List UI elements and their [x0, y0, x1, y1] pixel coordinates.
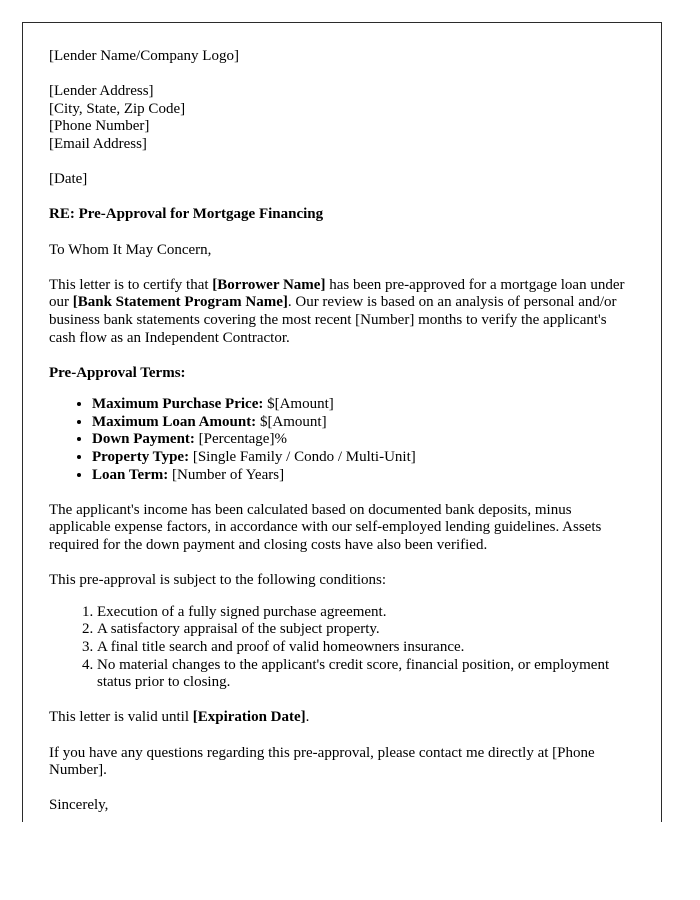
- list-item: 1. Execution of a fully signed purchase agreement.: [97, 604, 635, 622]
- term-value: [Percentage]%: [194, 431, 287, 448]
- spacer: [49, 484, 635, 502]
- spacer: [49, 382, 635, 396]
- contact-paragraph: If you have any questions regarding this pre-approval, please contact me directly at [Phone Number].: [49, 744, 595, 779]
- income-paragraph: The applicant's income has been calculated based on documented bank deposits, minus applicable expense factors, in accordance with our self-employed lending guidelines. Assets required for the down payment and closing costs have also been verified.: [49, 501, 602, 554]
- validity-segment-2: .: [305, 709, 310, 726]
- spacer: [49, 189, 635, 207]
- spacer: [49, 555, 635, 573]
- expiration-date-placeholder: [Expiration Date]: [192, 709, 306, 726]
- spacer: [49, 66, 635, 84]
- spacer: [49, 692, 635, 710]
- term-value: [Single Family / Condo / Multi-Unit]: [189, 449, 416, 466]
- term-label: Property Type:: [92, 449, 190, 466]
- list-item: 4. No material changes to the applicant's credit score, financial position, or employment status prior to closing.: [97, 657, 635, 692]
- lender-address-line: [Lender Address]: [49, 83, 154, 100]
- letter-date: [Date]: [49, 171, 88, 188]
- term-label: Loan Term:: [92, 466, 169, 483]
- borrower-name-placeholder: [Borrower Name]: [212, 276, 326, 293]
- spacer: [49, 727, 635, 745]
- spacer: [49, 154, 635, 172]
- letter-body: [49, 48, 635, 815]
- list-item: 2. A satisfactory appraisal of the subject property.: [97, 621, 635, 639]
- list-item: [92, 467, 635, 485]
- conditions-list: [49, 604, 635, 692]
- lender-address-block: [49, 83, 635, 153]
- intro-segment-2: has been pre-approved for a mortgage loan under our: [49, 276, 625, 311]
- list-item: [92, 449, 635, 467]
- list-item: [92, 431, 635, 449]
- lender-email-line: [Email Address]: [49, 135, 147, 152]
- document-page: [22, 22, 662, 822]
- term-label: Down Payment:: [92, 431, 195, 448]
- salutation: To Whom It May Concern,: [49, 241, 212, 258]
- lender-logo-line: [Lender Name/Company Logo]: [49, 48, 239, 64]
- list-item: 3. A final title search and proof of valid homeowners insurance.: [97, 639, 635, 657]
- signoff-line: Sincerely,: [49, 797, 109, 814]
- list-item: [92, 414, 635, 432]
- term-value: [Number of Years]: [168, 466, 285, 483]
- lender-phone-line: [Phone Number]: [49, 118, 150, 135]
- list-item: [92, 396, 635, 414]
- program-name-placeholder: [Bank Statement Program Name]: [72, 294, 288, 311]
- term-label: Maximum Purchase Price:: [92, 396, 264, 413]
- spacer: [49, 224, 635, 242]
- validity-segment-1: This letter is valid until: [49, 709, 193, 726]
- subject-line: RE: Pre-Approval for Mortgage Financing: [49, 206, 324, 223]
- term-value: $[Amount]: [256, 413, 327, 430]
- term-label: Maximum Loan Amount:: [92, 413, 257, 430]
- intro-segment-1: This letter is to certify that: [49, 276, 213, 293]
- spacer: [49, 259, 635, 277]
- conditions-intro: This pre-approval is subject to the following conditions:: [49, 572, 387, 589]
- intro-segment-3: . Our review is based on an analysis of personal and/or business bank statements covering the most recent [Number] months to verify the applicant's cash flow as an Independent Contractor.: [49, 294, 617, 346]
- pre-approval-terms-list: [49, 396, 635, 484]
- spacer: [49, 347, 635, 365]
- term-value: $[Amount]: [263, 396, 334, 413]
- spacer: [49, 780, 635, 798]
- terms-heading: Pre-Approval Terms:: [49, 364, 186, 381]
- spacer: [49, 590, 635, 604]
- lender-city-state-zip-line: [City, State, Zip Code]: [49, 100, 186, 117]
- validity-paragraph: [49, 709, 635, 727]
- intro-paragraph: [49, 277, 635, 347]
